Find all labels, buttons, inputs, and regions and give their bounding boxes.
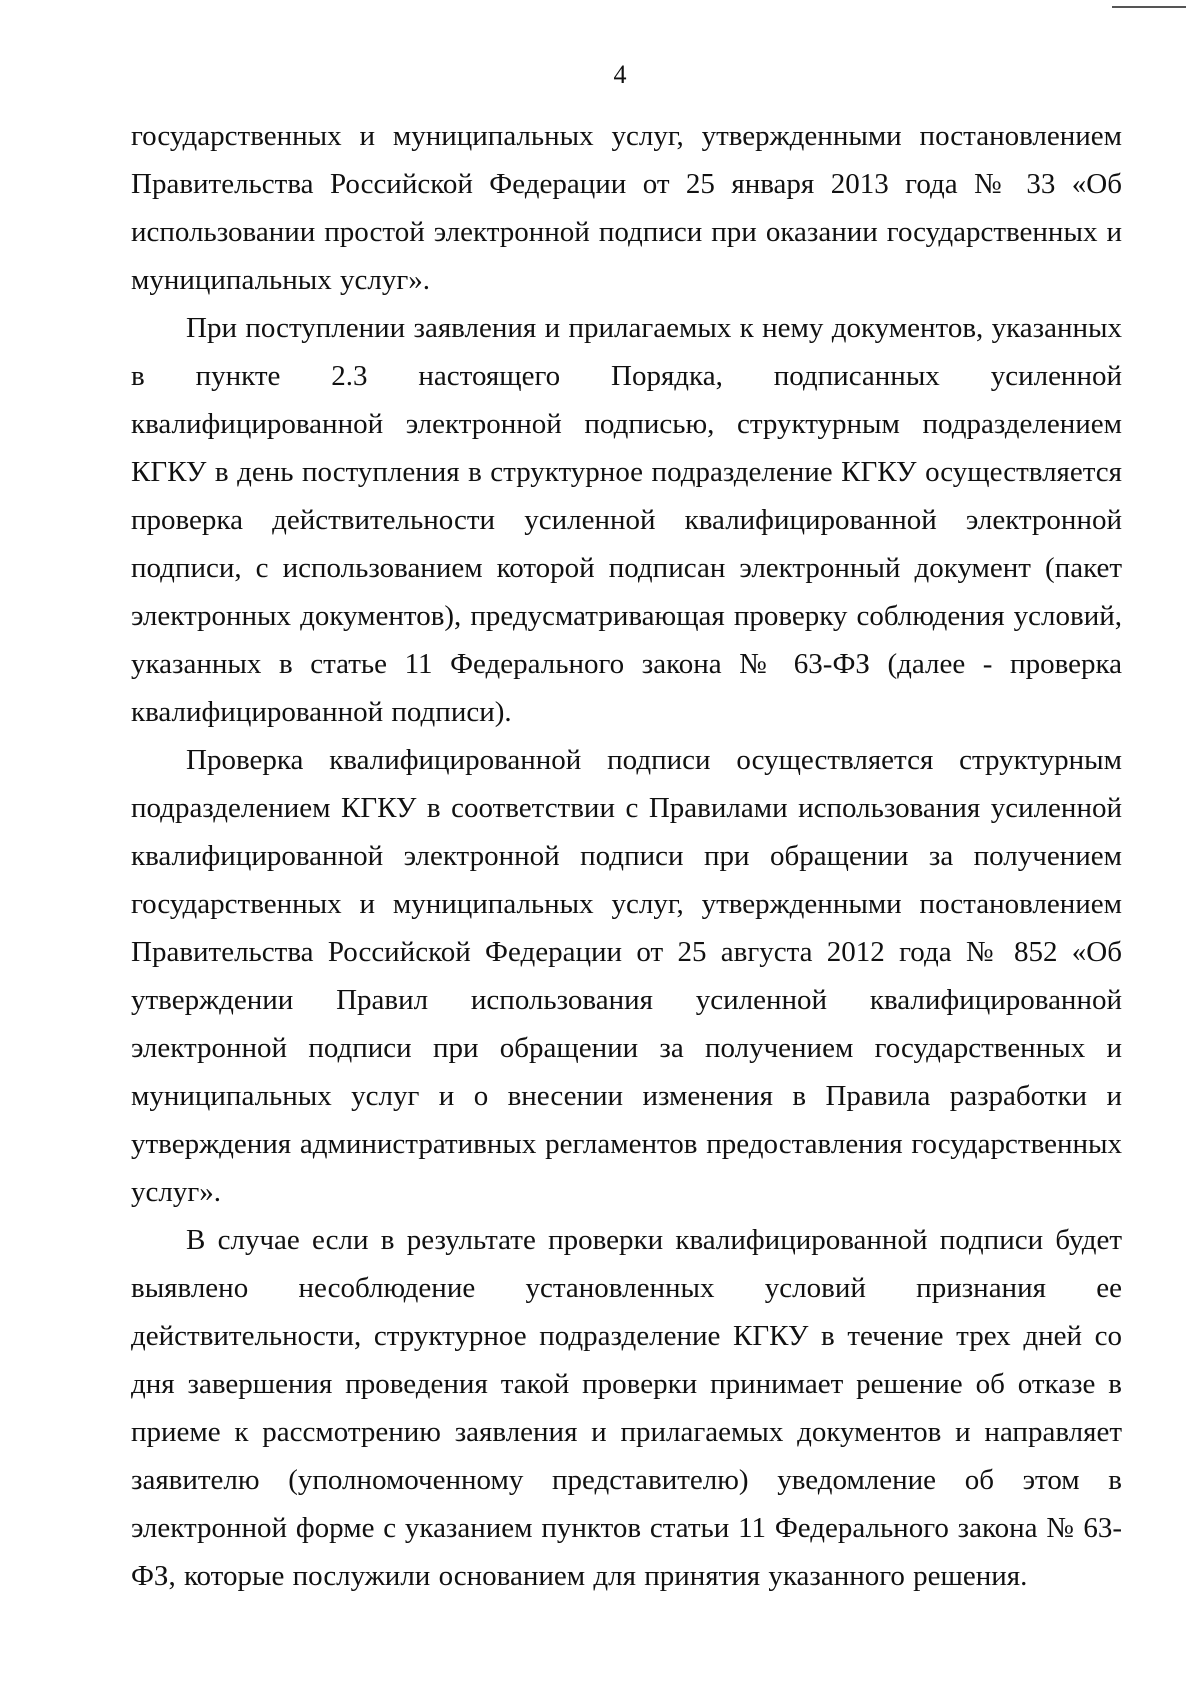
paragraph-refusal-decision: В случае если в результате проверки квалифицированной подписи будет выявлено несоблюдение установленных условий признания ее действительности, структурное подразделение КГКУ в течение трех дней со дня завершения проведения такой проверки принимает решение об отказе в приеме к рассмотрению заявления и прилагаемых документов и направляет заявителю (уполномоченному представителю) уведомление об этом в электронной форме с указанием пунктов статьи 11 Федерального закона № 63-ФЗ, которые послужили основанием для принятия указанного решения. bbox=[131, 1224, 1122, 1592]
document-body bbox=[131, 112, 1122, 1600]
paragraph-qualified-signature-receipt: При поступлении заявления и прилагаемых к нему документов, указанных в пункте 2.3 настоящего Порядка, подписанных усиленной квалифицированной электронной подписью, структурным подразделением КГКУ в день поступления в структурное подразделение КГКУ осуществляется проверка действительности усиленной квалифицированной электронной подписи, с использованием которой подписан электронный документ (пакет электронных документов), предусматривающая проверку соблюдения условий, указанных в статье 11 Федерального закона № 63-ФЗ (далее - проверка квалифицированной подписи). bbox=[131, 312, 1122, 728]
scan-edge-mark bbox=[1112, 6, 1186, 8]
page-number: 4 bbox=[613, 60, 627, 89]
paragraph-continuation: государственных и муниципальных услуг, утвержденными постановлением Правительства Российской Федерации от 25 января 2013 года № 33 «Об использовании простой электронной подписи при оказании государственных и муниципальных услуг». bbox=[131, 120, 1122, 296]
paragraph-verification-rules: Проверка квалифицированной подписи осуществляется структурным подразделением КГКУ в соответствии с Правилами использования усиленной квалифицированной электронной подписи при обращении за получением государственных и муниципальных услуг, утвержденными постановлением Правительства Российской Федерации от 25 августа 2012 года № 852 «Об утверждении Правил использования усиленной квалифицированной электронной подписи при обращении за получением государственных и муниципальных услуг и о внесении изменения в Правила разработки и утверждения административных регламентов предоставления государственных услуг». bbox=[131, 744, 1122, 1208]
